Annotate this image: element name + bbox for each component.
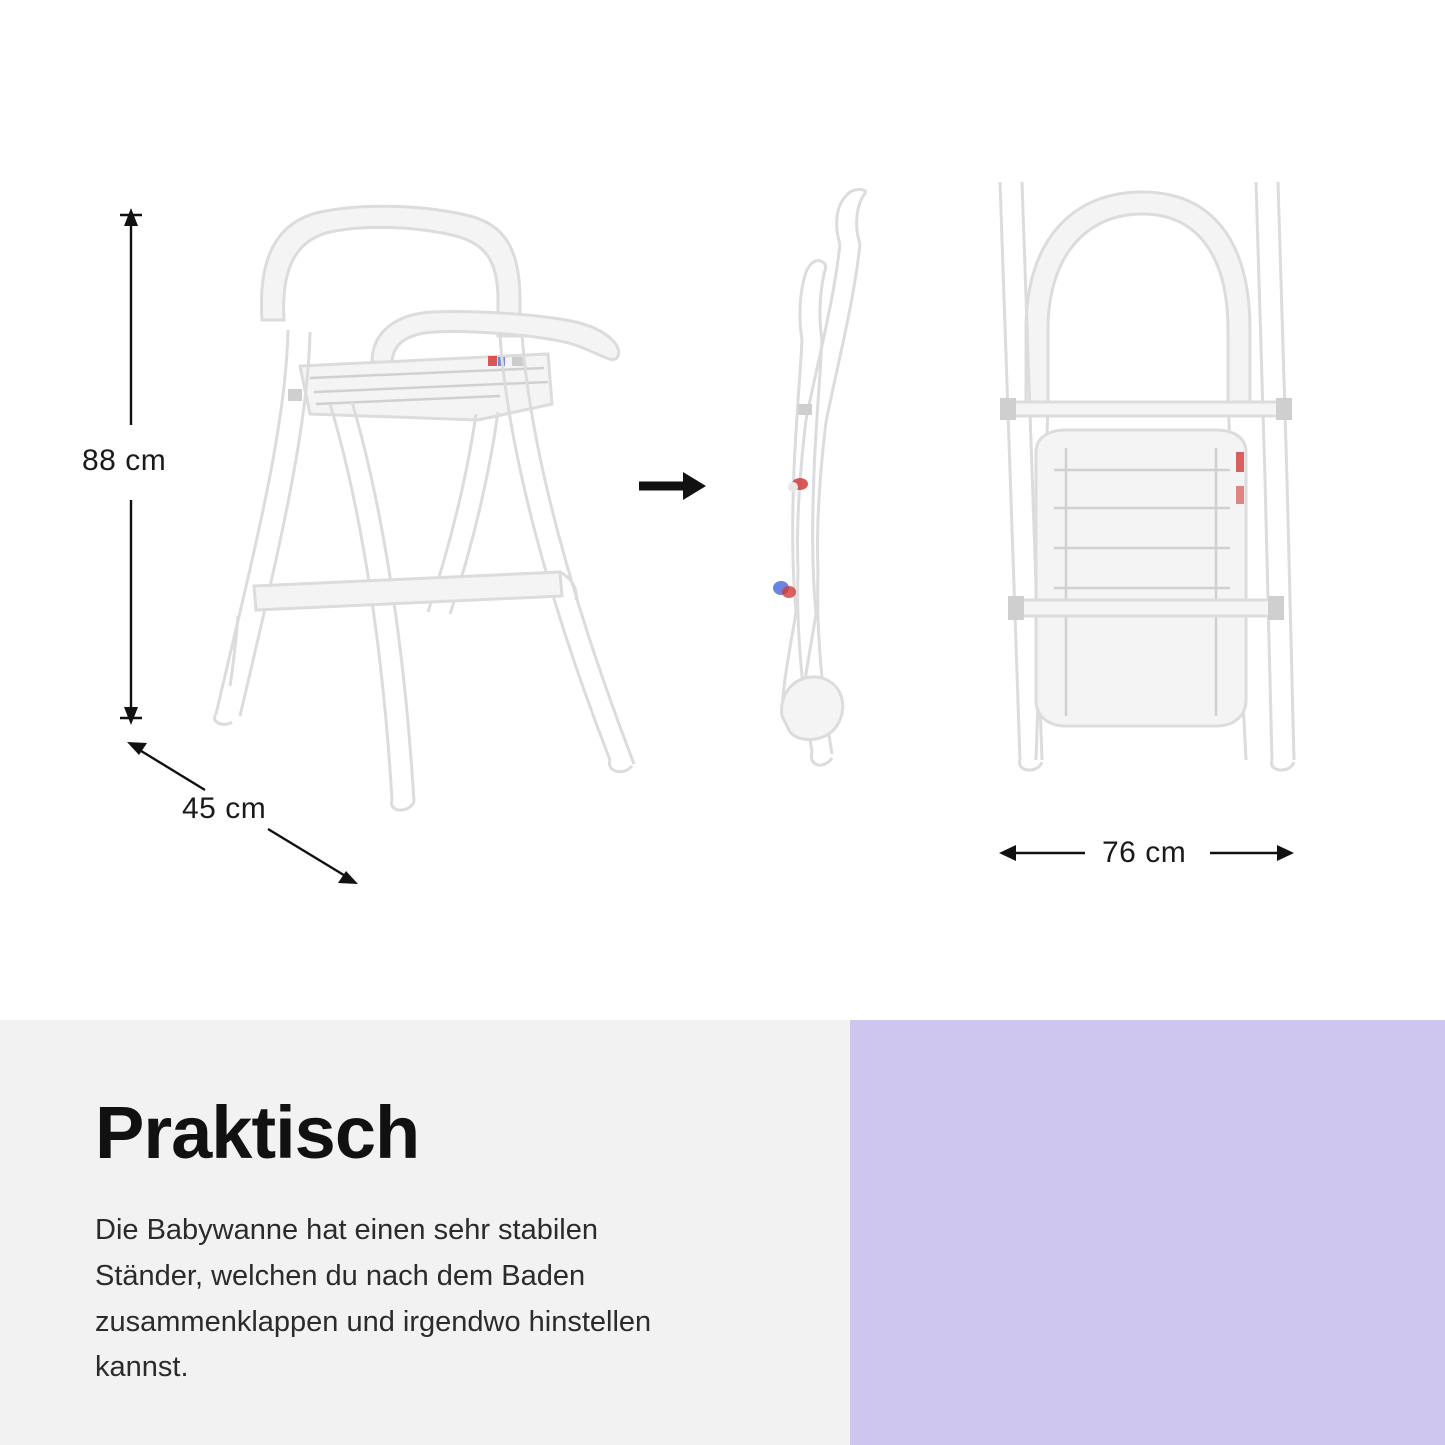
promo-color-block: [850, 1020, 1445, 1445]
fold-arrow-icon: [639, 472, 706, 500]
promo-headline: Praktisch: [95, 1091, 420, 1174]
bath-stand-folded-front-view: [1000, 182, 1294, 770]
promo-text-block: [0, 1020, 850, 1445]
promo-body-text: Die Babywanne hat einen sehr stabilen Ständer, welchen du nach dem Baden zusammenklappen und irgendwo hinstellen kannst.: [95, 1214, 652, 1384]
dimension-label-width: 76 cm: [1102, 836, 1187, 869]
promo-band: [0, 1020, 1445, 1445]
dimension-label-depth: 45 cm: [182, 792, 267, 825]
dimension-label-height: 88 cm: [82, 444, 167, 477]
bath-stand-folded-side-view: [773, 189, 866, 765]
bath-stand-open-view: [215, 206, 634, 810]
